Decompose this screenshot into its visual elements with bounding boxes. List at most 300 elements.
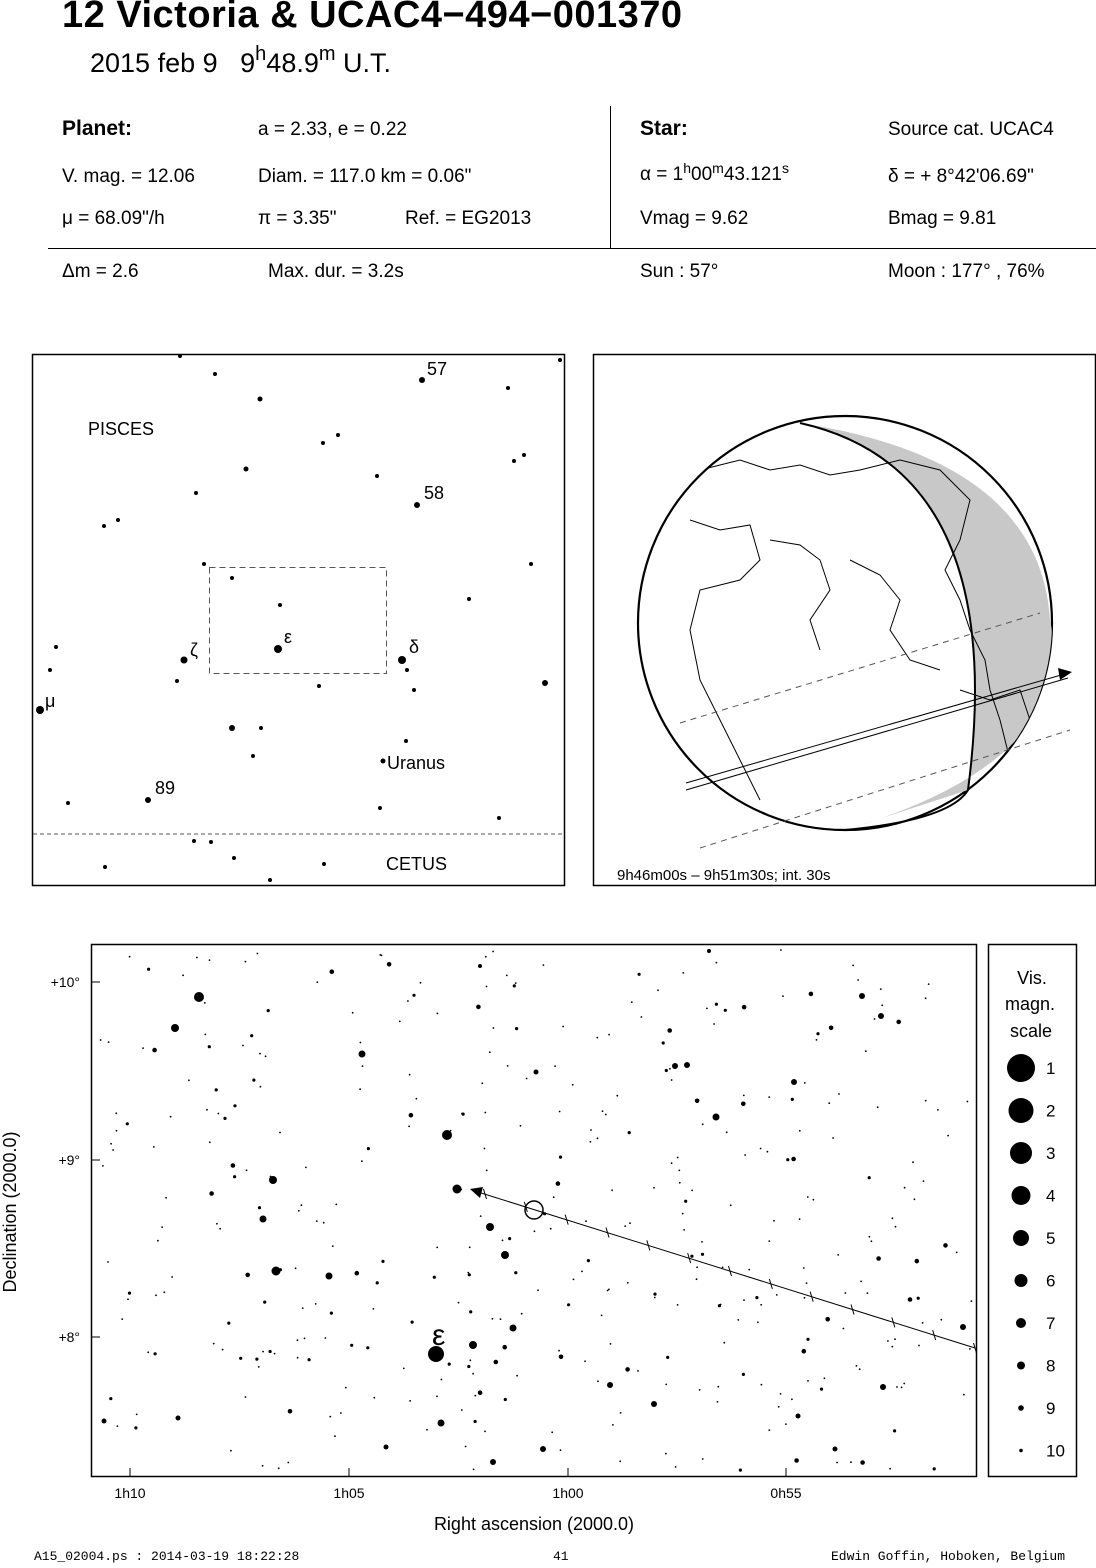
detail-star (720, 1304, 722, 1306)
detail-star (933, 1467, 936, 1470)
detail-star (628, 1131, 631, 1134)
detail-star (308, 1358, 311, 1361)
detail-star (373, 1397, 375, 1399)
detail-star (696, 1278, 698, 1280)
detail-star (778, 1406, 780, 1408)
detail-star (359, 1088, 361, 1090)
finder-star (414, 502, 420, 508)
scale-dot-5 (1013, 1230, 1029, 1246)
detail-star (279, 1132, 281, 1134)
detail-star (803, 1267, 805, 1269)
detail-star (868, 1176, 871, 1179)
detail-star (627, 1282, 629, 1284)
detail-star-bright (707, 949, 711, 953)
finder-star (251, 754, 255, 758)
detail-star (611, 1189, 613, 1191)
detail-star (330, 969, 335, 974)
detail-star (147, 1351, 149, 1353)
detail-star (473, 1469, 475, 1471)
detail-star (467, 1272, 469, 1274)
detail-star (301, 1204, 303, 1206)
finder-star (229, 725, 235, 731)
finder-star (378, 806, 382, 810)
detail-star (543, 964, 545, 966)
scale-dot-10 (1019, 1449, 1023, 1453)
detail-star (250, 1034, 253, 1037)
detail-star (304, 1338, 306, 1340)
detail-star (755, 1296, 758, 1299)
detail-star (161, 1226, 163, 1228)
detail-star (620, 1412, 622, 1414)
detail-star-bright (384, 1445, 389, 1450)
detail-star (605, 1114, 607, 1116)
detail-star (691, 1190, 693, 1192)
finder-star (102, 524, 106, 528)
detail-star (567, 1303, 570, 1306)
detail-star (917, 1297, 920, 1300)
detail-star (887, 1340, 889, 1342)
detail-star (265, 1055, 267, 1057)
detail-star (845, 1292, 847, 1294)
detail-star (213, 1343, 215, 1345)
detail-star-bright (326, 1273, 333, 1280)
star-source: Source cat. UCAC4 (888, 119, 1054, 140)
detail-star (416, 1098, 418, 1100)
planet-ref: Ref. = EG2013 (405, 208, 532, 229)
detail-star (596, 1037, 598, 1039)
finder-star (558, 358, 562, 362)
finder-star (54, 645, 58, 649)
finder-star (175, 679, 179, 683)
detail-star (107, 1261, 109, 1263)
detail-star (682, 972, 684, 974)
detail-star (403, 1368, 405, 1370)
detail-star (409, 1113, 414, 1118)
detail-star-bright (478, 964, 482, 968)
detail-star-bright (438, 1420, 445, 1427)
detail-star (590, 1129, 592, 1131)
detail-star (521, 1313, 523, 1315)
detail-star (682, 1213, 684, 1215)
dec-tick-8: +8° (58, 1329, 80, 1345)
detail-star (785, 1423, 787, 1425)
detail-star (802, 1349, 807, 1354)
detail-star (188, 1079, 190, 1081)
detail-star (657, 989, 659, 991)
detail-star (467, 1365, 470, 1368)
detail-star (559, 1111, 561, 1113)
detail-star-bright (791, 1079, 797, 1085)
detail-star (695, 1099, 700, 1104)
detail-star (163, 1291, 165, 1293)
detail-star (108, 1041, 110, 1043)
detail-star (182, 974, 184, 976)
detail-star (209, 1191, 214, 1196)
finder-star (419, 377, 425, 383)
detail-star (806, 1282, 808, 1284)
detail-star (837, 1254, 839, 1256)
star-label-89: 89 (155, 778, 176, 798)
detail-star (204, 1002, 206, 1004)
detail-star (288, 1409, 293, 1414)
finder-star (230, 576, 234, 580)
detail-star (258, 1206, 261, 1209)
detail-star-bright (672, 1063, 678, 1069)
detail-star-bright (269, 1176, 277, 1184)
detail-star (441, 1379, 443, 1381)
detail-star (126, 1122, 129, 1125)
detail-star (856, 1365, 858, 1367)
detail-star (263, 1301, 266, 1304)
detail-star (494, 1360, 499, 1365)
detail-star (373, 1308, 375, 1310)
detail-star (671, 1079, 673, 1081)
detail-star (116, 1130, 118, 1132)
detail-star (155, 1294, 157, 1296)
detail-star (230, 1450, 232, 1452)
planet-parallax: π = 3.35" (258, 208, 337, 229)
detail-star (653, 1293, 656, 1296)
detail-star (742, 1005, 747, 1010)
detail-star-bright (713, 1114, 720, 1121)
detail-star (743, 1095, 745, 1097)
detail-star (274, 1353, 276, 1355)
detail-star (804, 1082, 806, 1084)
track-arrow (470, 1187, 483, 1198)
finder-star (181, 657, 188, 664)
detail-star (218, 1113, 220, 1115)
detail-star (437, 1013, 439, 1015)
sun-elongation: Sun : 57° (640, 261, 719, 282)
detail-star (325, 1337, 327, 1339)
detail-star (100, 1039, 102, 1041)
ra-tick-0h55: 0h55 (770, 1485, 802, 1501)
detail-star (768, 1240, 770, 1242)
detail-star (486, 986, 488, 988)
scale-label-2: 2 (1046, 1101, 1056, 1121)
detail-chart (0, 900, 1096, 1550)
detail-star-bright (442, 1130, 452, 1140)
detail-star (157, 1240, 159, 1242)
finder-star (336, 433, 340, 437)
detail-star (850, 1461, 852, 1463)
detail-star (825, 1317, 830, 1322)
finder-star (529, 562, 533, 566)
finder-star (317, 684, 321, 688)
finder-star (381, 759, 386, 764)
detail-star (716, 962, 718, 964)
detail-star (799, 1130, 801, 1132)
detail-star (110, 1143, 112, 1145)
detail-star (631, 1001, 633, 1003)
detail-star (489, 1051, 491, 1053)
max-duration: Max. dur. = 3.2s (268, 261, 404, 282)
detail-star (556, 1181, 561, 1186)
detail-star (551, 1431, 553, 1433)
detail-star-bright (486, 1223, 494, 1231)
scale-title-scale: scale (1009, 1021, 1053, 1041)
detail-frame (92, 945, 977, 1477)
event-datetime: 2015 feb 9 9$^h$48.9$^m$ U.T. (90, 43, 392, 78)
scale-label-3: 3 (1046, 1144, 1056, 1163)
detail-star (520, 1125, 522, 1127)
detail-star (412, 994, 415, 997)
detail-star (128, 1292, 131, 1295)
detail-star (744, 1154, 746, 1156)
detail-star (407, 1000, 409, 1002)
detail-star (678, 1170, 680, 1172)
detail-star (147, 968, 150, 971)
detail-star (476, 1005, 481, 1010)
detail-star (947, 1135, 949, 1137)
detail-star (715, 1003, 718, 1006)
detail-star (653, 1187, 655, 1189)
detail-star (469, 1310, 472, 1313)
detail-star (305, 1167, 307, 1169)
detail-star (937, 1109, 939, 1111)
detail-star (204, 1034, 206, 1036)
detail-star (259, 1053, 261, 1055)
detail-star (409, 1400, 411, 1402)
detail-star (367, 1147, 370, 1150)
detail-star (677, 1157, 679, 1159)
detail-star (409, 1074, 411, 1076)
scale-label-8: 8 (1046, 1356, 1056, 1376)
finder-star (209, 840, 213, 844)
detail-star (871, 1240, 873, 1242)
detail-star (963, 1394, 965, 1396)
detail-star (462, 1113, 465, 1116)
detail-star-bright (607, 1382, 613, 1388)
detail-star-bright (176, 1416, 181, 1421)
detail-star (233, 1104, 236, 1107)
delta-mag: Δm = 2.6 (62, 261, 139, 282)
detail-star (468, 1273, 471, 1276)
mag-scale-rows (1007, 1054, 1065, 1461)
detail-star (581, 1271, 583, 1273)
finder-star (375, 474, 379, 478)
detail-star (896, 1020, 901, 1025)
detail-star (782, 995, 784, 997)
detail-star (654, 1297, 656, 1299)
detail-star (877, 1106, 879, 1108)
detail-star (869, 1236, 871, 1238)
finder-star (506, 386, 510, 390)
detail-star (768, 1429, 770, 1431)
footer-page: 41 (553, 1549, 569, 1564)
detail-star (480, 1215, 482, 1217)
detail-star (335, 1204, 337, 1206)
detail-star (278, 1467, 280, 1469)
detail-star-bright (796, 1414, 801, 1419)
detail-star (171, 1276, 173, 1278)
detail-star (773, 1220, 775, 1222)
detail-star (969, 1348, 971, 1350)
detail-star (896, 1386, 898, 1388)
detail-star (943, 1243, 948, 1248)
detail-star (558, 1350, 560, 1352)
occultation-track (470, 1187, 977, 1353)
detail-star (559, 1156, 562, 1159)
detail-star (448, 1363, 451, 1366)
detail-star (554, 1065, 556, 1067)
detail-star (832, 1137, 834, 1139)
detail-star (492, 951, 494, 953)
detail-star (601, 1315, 603, 1317)
detail-star (904, 1187, 906, 1189)
detail-star (352, 1012, 354, 1014)
detail-star (696, 1266, 698, 1268)
detail-star-bright (684, 1062, 690, 1068)
detail-star (334, 1435, 336, 1437)
finder-star (48, 668, 52, 672)
detail-star (722, 1267, 724, 1269)
detail-star (246, 1169, 248, 1171)
earth-globe (638, 416, 1072, 848)
detail-star (267, 1009, 270, 1012)
detail-star (791, 1157, 796, 1162)
detail-star (295, 1267, 297, 1269)
detail-star (129, 956, 131, 958)
detail-star (625, 1367, 630, 1372)
detail-star (245, 1273, 250, 1278)
finder-star (278, 603, 282, 607)
detail-star (500, 1318, 502, 1320)
detail-star (922, 1322, 924, 1324)
detail-star (737, 1319, 739, 1321)
zeta-label: ζ (190, 640, 198, 660)
detail-star (469, 1359, 471, 1361)
finder-star (404, 739, 408, 743)
detail-star (809, 992, 814, 997)
scale-dot-1 (1007, 1054, 1035, 1082)
detail-star-bright (359, 1051, 366, 1058)
detail-star (381, 955, 383, 957)
detail-star (436, 1396, 438, 1398)
star-dec: δ = + 8°42'06.69" (888, 166, 1034, 187)
scale-label-7: 7 (1046, 1314, 1056, 1333)
detail-star (860, 1460, 865, 1465)
detail-star (209, 1141, 211, 1143)
detail-star (597, 1380, 599, 1382)
detail-star (492, 1318, 494, 1320)
detail-star (925, 997, 927, 999)
finder-star (244, 467, 249, 472)
detail-star (667, 1028, 672, 1033)
detail-star (474, 1420, 477, 1423)
detail-star (717, 1401, 719, 1403)
detail-star (610, 1343, 612, 1345)
finder-star (322, 862, 326, 866)
detail-star (612, 1424, 614, 1426)
detail-star (780, 949, 782, 951)
detail-star (227, 1322, 230, 1325)
scale-title-vis: Vis. (1017, 968, 1047, 988)
finder-star (258, 397, 263, 402)
scale-dot-8 (1017, 1362, 1025, 1370)
star-vmag: Vmag = 9.62 (640, 208, 749, 229)
finder-star (202, 562, 206, 566)
detail-star (894, 1338, 896, 1340)
event-date: 2015 feb 9 (90, 48, 218, 78)
detail-star (597, 1137, 599, 1139)
dec-tick-9: +9° (58, 1152, 80, 1168)
detail-star (760, 1304, 762, 1306)
finder-star (145, 797, 151, 803)
planet-motion: μ = 68.09"/h (62, 208, 165, 229)
detail-star (436, 1247, 438, 1249)
scale-dot-2 (1009, 1098, 1034, 1123)
detail-star (330, 1312, 333, 1315)
detail-star (208, 1045, 211, 1048)
detail-star (859, 1368, 861, 1370)
detail-star (880, 988, 882, 990)
detail-star-bright (651, 1401, 657, 1407)
detail-star-bright (880, 1384, 886, 1390)
finder-star (213, 372, 217, 376)
detail-area-box (210, 568, 387, 674)
detail-star-bright (469, 1341, 477, 1349)
detail-star (940, 1319, 942, 1321)
detail-star (493, 1027, 495, 1029)
detail-star-bright (878, 1013, 884, 1019)
ra-tick-1h00: 1h00 (552, 1485, 584, 1501)
detail-star (928, 983, 930, 985)
detail-star (127, 1298, 129, 1300)
epsilon-label: ε (284, 627, 293, 647)
finder-star (66, 801, 70, 805)
detail-star-bright (510, 1325, 517, 1332)
detail-star (381, 1260, 384, 1263)
detail-star-bright (260, 1216, 267, 1223)
detail-star (508, 1237, 511, 1240)
detail-star (117, 1425, 119, 1427)
detail-star (560, 1449, 562, 1451)
detail-star (340, 1412, 342, 1414)
detail-star-bright (102, 1419, 107, 1424)
pisces-label: PISCES (88, 419, 155, 439)
detail-star (153, 1146, 155, 1148)
detail-star (806, 1338, 809, 1341)
detail-star (590, 1141, 592, 1143)
detail-star (255, 1358, 258, 1361)
detail-star (513, 984, 516, 987)
detail-star (360, 1042, 362, 1044)
detail-star (915, 1259, 920, 1264)
detail-star (515, 982, 517, 984)
detail-star (573, 1279, 575, 1281)
detail-star (665, 1384, 667, 1386)
detail-star (791, 1098, 794, 1101)
finder-star (412, 688, 416, 692)
detail-star (484, 1148, 486, 1150)
detail-star (730, 1204, 732, 1206)
detail-star (170, 1116, 172, 1118)
detail-star (852, 965, 854, 967)
detail-star (807, 1196, 809, 1198)
planet-diam: Diam. = 117.0 km = 0.06" (258, 166, 472, 187)
finder-star (232, 856, 236, 860)
detail-star (222, 1349, 224, 1351)
footer-author: Edwin Goffin, Hoboken, Belgium (831, 1549, 1066, 1564)
detail-star (262, 1465, 264, 1467)
detail-star (332, 1245, 334, 1247)
finder-star (259, 726, 263, 730)
detail-star-bright (501, 1251, 509, 1259)
detail-star (602, 1110, 604, 1112)
detail-star (836, 1462, 838, 1464)
scale-dot-3 (1010, 1142, 1032, 1164)
